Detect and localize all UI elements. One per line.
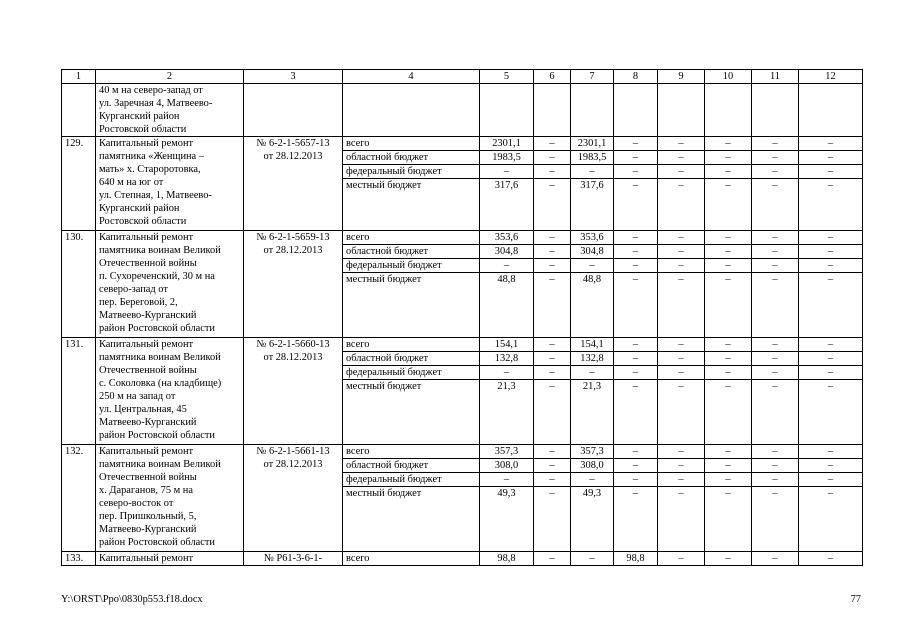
budget-value: – [534, 259, 571, 273]
registration-line: от 28.12.2013 [263, 151, 323, 162]
col-header: 10 [705, 70, 752, 84]
object-description [96, 231, 244, 338]
budget-value: – [705, 552, 752, 566]
budget-value: – [571, 366, 614, 380]
description-line: район Ростовской области [99, 323, 215, 334]
budget-value: – [799, 151, 863, 165]
description-line: Ростовской области [99, 216, 187, 227]
budget-value: – [614, 179, 658, 231]
registration-number [244, 231, 343, 338]
registration-line: от 28.12.2013 [263, 459, 323, 470]
budget-value: – [534, 179, 571, 231]
budget-value: 308,0 [480, 459, 534, 473]
description-line: памятника воинам Великой [99, 352, 221, 363]
description-line: памятника «Женщина – [99, 151, 204, 162]
budget-source: местный бюджет [343, 380, 480, 445]
col-header: 5 [480, 70, 534, 84]
budget-value: – [752, 273, 799, 338]
description-line: Капитальный ремонт [99, 138, 194, 149]
budget-value: – [614, 273, 658, 338]
object-description: 40 м на северо-запад от ул. Заречная 4, Матвеево- Курганский район Ростовской области [96, 84, 244, 137]
budget-value: – [658, 380, 705, 445]
continuation-row [62, 84, 863, 137]
description-line: Отечественной войны [99, 472, 197, 483]
budget-value: – [614, 259, 658, 273]
description-line: район Ростовской области [99, 537, 215, 548]
description-line: ул. Степная, 1, Матвеево- [99, 190, 212, 201]
registration-line: № 6-2-1-5661-13 [256, 446, 330, 457]
registration-number [244, 137, 343, 231]
budget-value: – [752, 459, 799, 473]
budget-value: – [658, 137, 705, 151]
registration-line: № 6-2-1-5659-13 [256, 232, 330, 243]
page-number: 77 [850, 594, 861, 605]
description-line: памятника воинам Великой [99, 459, 221, 470]
entry-number: 132. [62, 445, 96, 552]
budget-value: – [658, 165, 705, 179]
budget-value: – [571, 259, 614, 273]
budget-value: – [799, 179, 863, 231]
budget-value: – [658, 245, 705, 259]
budget-value: – [534, 245, 571, 259]
budget-value: – [534, 552, 571, 566]
budget-value: – [571, 552, 614, 566]
entry-number: 129. [62, 137, 96, 231]
budget-value: 2301,1 [480, 137, 534, 151]
budget-value: 49,3 [571, 487, 614, 552]
col-header: 3 [244, 70, 343, 84]
description-line: 250 м на запад от [99, 391, 176, 402]
col-header: 9 [658, 70, 705, 84]
budget-value: – [799, 137, 863, 151]
budget-value: 132,8 [480, 352, 534, 366]
budget-source: федеральный бюджет [343, 259, 480, 273]
registration-line: № 6-2-1-5660-13 [256, 339, 330, 350]
description-line: Отечественной войны [99, 258, 197, 269]
budget-value: – [799, 552, 863, 566]
budget-value: – [752, 231, 799, 245]
budget-value: – [799, 366, 863, 380]
budget-value: – [480, 165, 534, 179]
description-line: северо-запад от [99, 284, 168, 295]
budget-value: – [571, 473, 614, 487]
header-row [62, 70, 863, 84]
budget-value: – [614, 352, 658, 366]
budget-row [62, 552, 863, 566]
budget-value: – [705, 445, 752, 459]
budget-value: – [752, 473, 799, 487]
budget-row [62, 338, 863, 352]
budget-value: – [799, 273, 863, 338]
description-line: мать» х. Староротовка, [99, 164, 201, 175]
description-line: 640 м на юг от [99, 177, 164, 188]
col-header: 1 [62, 70, 96, 84]
budget-value: – [534, 366, 571, 380]
budget-source: областной бюджет [343, 459, 480, 473]
object-description [96, 137, 244, 231]
budget-value: – [571, 165, 614, 179]
budget-value: – [614, 245, 658, 259]
budget-value: – [614, 487, 658, 552]
budget-value: – [614, 366, 658, 380]
budget-value: – [752, 165, 799, 179]
budget-source: всего [343, 338, 480, 352]
budget-value: 357,3 [571, 445, 614, 459]
description-line: Капитальный ремонт [99, 232, 194, 243]
budget-value: – [480, 473, 534, 487]
budget-value: – [658, 487, 705, 552]
budget-value: – [534, 165, 571, 179]
budget-value: – [705, 352, 752, 366]
budget-value: – [799, 487, 863, 552]
budget-value: – [534, 137, 571, 151]
budget-value: – [752, 366, 799, 380]
budget-value: – [799, 259, 863, 273]
budget-value: 317,6 [571, 179, 614, 231]
budget-value: – [614, 459, 658, 473]
description-line: ул. Центральная, 45 [99, 404, 187, 415]
budget-value: – [752, 552, 799, 566]
budget-value: – [705, 338, 752, 352]
description-line: п. Сухореченский, 30 м на [99, 271, 215, 282]
budget-value: – [614, 151, 658, 165]
budget-value: 154,1 [571, 338, 614, 352]
object-description [96, 338, 244, 445]
budget-value: – [480, 366, 534, 380]
budget-value: 1983,5 [571, 151, 614, 165]
budget-value: – [614, 231, 658, 245]
budget-value: – [799, 473, 863, 487]
registration-number [244, 338, 343, 445]
budget-value: – [799, 380, 863, 445]
col-header: 7 [571, 70, 614, 84]
budget-value: 353,6 [480, 231, 534, 245]
budget-value: – [752, 151, 799, 165]
budget-value: – [705, 151, 752, 165]
object-description [96, 445, 244, 552]
registration-line: № Р61-3-6-1- [263, 553, 323, 564]
entry-number: 130. [62, 231, 96, 338]
budget-value: – [534, 151, 571, 165]
budget-value: 154,1 [480, 338, 534, 352]
file-path: Y:\ORST\Ppo\0830p553.f18.docx [61, 594, 203, 605]
description-line: пер. Береговой, 2, [99, 297, 178, 308]
entry-number: 133. [62, 552, 96, 566]
col-header: 11 [752, 70, 799, 84]
budget-value: 304,8 [480, 245, 534, 259]
description-line: пер. Пришкольный, 5, [99, 511, 197, 522]
budget-value: – [705, 473, 752, 487]
budget-value: – [752, 245, 799, 259]
budget-value: – [799, 231, 863, 245]
budget-value: – [614, 137, 658, 151]
budget-value: – [534, 380, 571, 445]
entry-number: 131. [62, 338, 96, 445]
budget-source: федеральный бюджет [343, 473, 480, 487]
budget-table [61, 69, 863, 566]
budget-row [62, 231, 863, 245]
budget-value: – [799, 352, 863, 366]
col-header: 6 [534, 70, 571, 84]
budget-value: 353,6 [571, 231, 614, 245]
budget-value: – [658, 179, 705, 231]
budget-value: – [705, 459, 752, 473]
budget-value: – [534, 459, 571, 473]
budget-value: – [705, 366, 752, 380]
description-line: Капитальный ремонт [99, 446, 194, 457]
budget-value: – [705, 165, 752, 179]
budget-source: местный бюджет [343, 273, 480, 338]
budget-value: – [534, 273, 571, 338]
budget-value: – [534, 487, 571, 552]
budget-value: – [658, 273, 705, 338]
description-line: район Ростовской области [99, 430, 215, 441]
budget-value: – [658, 259, 705, 273]
budget-value: – [752, 137, 799, 151]
budget-value: 98,8 [614, 552, 658, 566]
registration-number [244, 445, 343, 552]
budget-row [62, 137, 863, 151]
budget-value: – [752, 445, 799, 459]
budget-value: – [658, 459, 705, 473]
budget-source: областной бюджет [343, 352, 480, 366]
budget-value: – [658, 352, 705, 366]
budget-value: 98,8 [480, 552, 534, 566]
budget-value: 49,3 [480, 487, 534, 552]
budget-source: федеральный бюджет [343, 165, 480, 179]
budget-value: – [658, 445, 705, 459]
budget-value: – [658, 473, 705, 487]
col-header: 4 [343, 70, 480, 84]
budget-source: всего [343, 552, 480, 566]
budget-value: – [534, 473, 571, 487]
budget-value: – [705, 259, 752, 273]
registration-line: от 28.12.2013 [263, 352, 323, 363]
budget-value: – [614, 445, 658, 459]
budget-value: – [705, 137, 752, 151]
budget-value: 308,0 [571, 459, 614, 473]
budget-source: федеральный бюджет [343, 366, 480, 380]
description-line: северо-восток от [99, 498, 174, 509]
budget-value: – [705, 179, 752, 231]
description-line: Капитальный ремонт [99, 339, 194, 350]
budget-value: – [799, 445, 863, 459]
budget-value: 132,8 [571, 352, 614, 366]
budget-value: – [534, 352, 571, 366]
budget-value: 317,6 [480, 179, 534, 231]
description-line: Матвеево-Курганский [99, 524, 197, 535]
budget-value: – [534, 445, 571, 459]
budget-value: – [705, 273, 752, 338]
budget-source: областной бюджет [343, 151, 480, 165]
description-line: Матвеево-Курганский [99, 417, 197, 428]
budget-value: – [799, 165, 863, 179]
budget-source: местный бюджет [343, 179, 480, 231]
budget-value: 357,3 [480, 445, 534, 459]
budget-value: – [752, 352, 799, 366]
budget-source: всего [343, 137, 480, 151]
budget-value: – [658, 552, 705, 566]
description-line: Отечественной войны [99, 365, 197, 376]
budget-value: 21,3 [571, 380, 614, 445]
budget-row [62, 445, 863, 459]
col-header: 12 [799, 70, 863, 84]
budget-value: 48,8 [571, 273, 614, 338]
budget-value: 48,8 [480, 273, 534, 338]
budget-value: – [705, 231, 752, 245]
description-line: Матвеево-Курганский [99, 310, 197, 321]
budget-value: – [705, 245, 752, 259]
budget-value: – [799, 459, 863, 473]
budget-value: – [752, 380, 799, 445]
budget-value: – [752, 179, 799, 231]
budget-value: – [534, 338, 571, 352]
budget-value: – [658, 231, 705, 245]
budget-source: областной бюджет [343, 245, 480, 259]
budget-value: – [799, 245, 863, 259]
budget-value: – [658, 151, 705, 165]
budget-value: 2301,1 [571, 137, 614, 151]
budget-value: – [534, 231, 571, 245]
budget-value: – [658, 366, 705, 380]
registration-number [244, 552, 343, 566]
budget-value: – [752, 338, 799, 352]
budget-value: – [705, 380, 752, 445]
registration-line: от 28.12.2013 [263, 245, 323, 256]
description-line: х. Дараганов, 75 м на [99, 485, 193, 496]
budget-value: – [614, 165, 658, 179]
budget-value: – [480, 259, 534, 273]
budget-value: 21,3 [480, 380, 534, 445]
budget-value: – [705, 487, 752, 552]
budget-value: 1983,5 [480, 151, 534, 165]
col-header: 8 [614, 70, 658, 84]
description-line: с. Соколовка (на кладбище) [99, 378, 222, 389]
budget-value: 304,8 [571, 245, 614, 259]
description-line: памятника воинам Великой [99, 245, 221, 256]
budget-source: всего [343, 231, 480, 245]
description-line: Капитальный ремонт [99, 553, 194, 564]
object-description [96, 552, 244, 566]
budget-value: – [614, 380, 658, 445]
budget-source: всего [343, 445, 480, 459]
registration-line: № 6-2-1-5657-13 [256, 138, 330, 149]
description-line: Курганский район [99, 203, 180, 214]
budget-value: – [799, 338, 863, 352]
budget-value: – [752, 487, 799, 552]
budget-value: – [614, 338, 658, 352]
budget-source: местный бюджет [343, 487, 480, 552]
budget-value: – [752, 259, 799, 273]
budget-value: – [614, 473, 658, 487]
budget-value: – [658, 338, 705, 352]
col-header: 2 [96, 70, 244, 84]
